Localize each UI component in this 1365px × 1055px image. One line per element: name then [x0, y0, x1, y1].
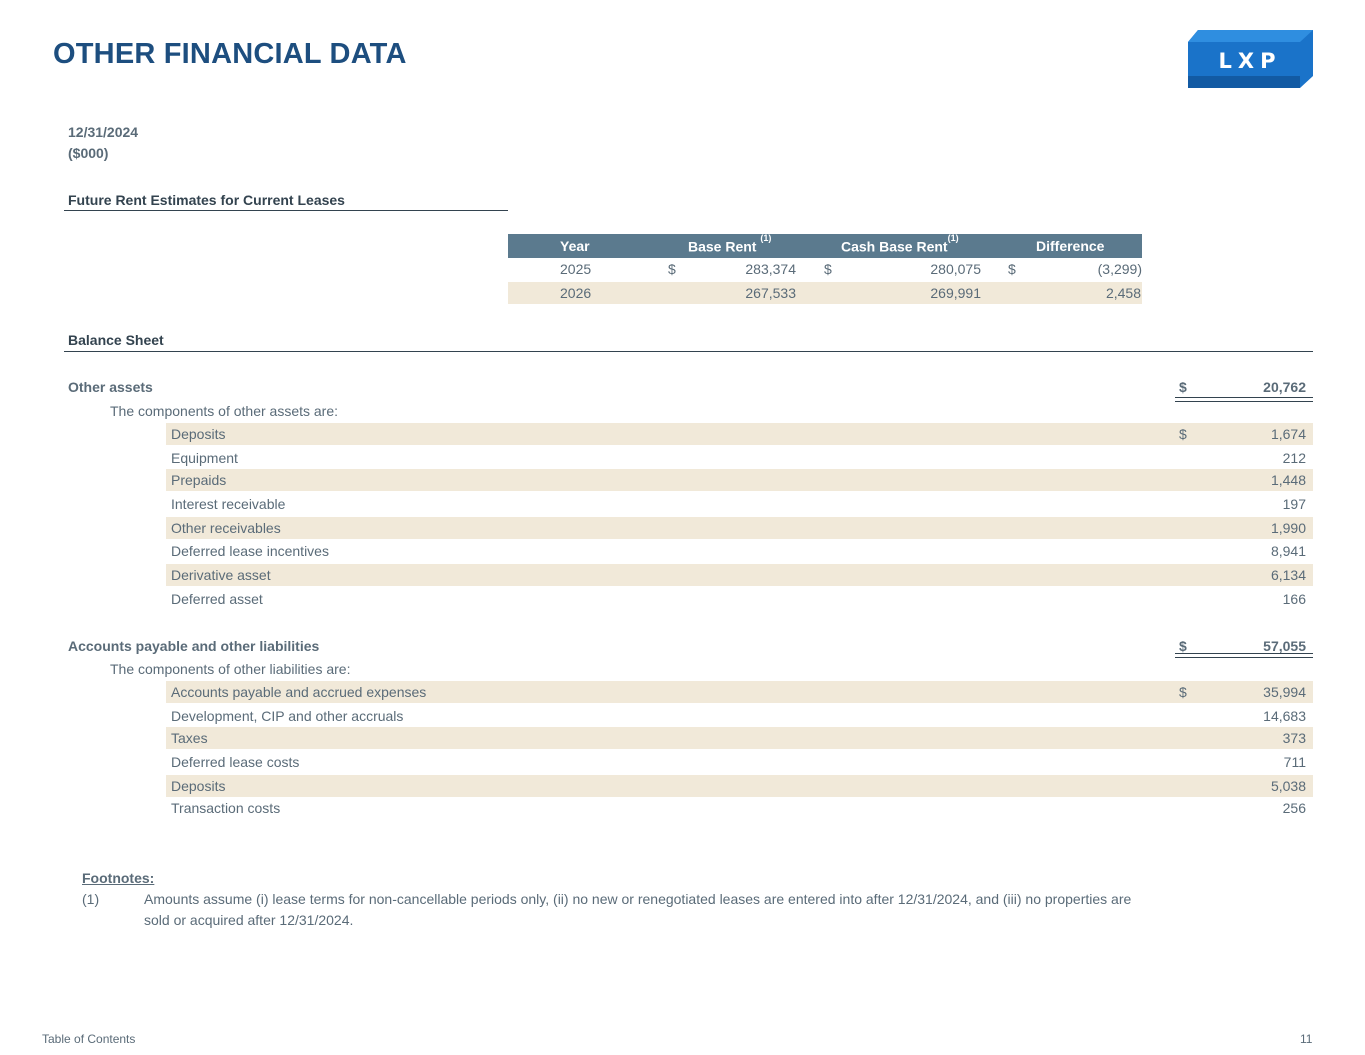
- footnote-ref: (1): [947, 233, 959, 243]
- cell-dollar: $: [824, 261, 832, 277]
- cell-difference: 2,458: [1105, 285, 1141, 301]
- list-item: Deposits 5,038: [166, 775, 1313, 797]
- other-assets-intro: The components of other assets are:: [110, 403, 339, 419]
- liabilities-dollar: $: [1179, 638, 1187, 654]
- liabilities-label: Accounts payable and other liabilities: [68, 638, 320, 654]
- cell-year: 2025: [560, 261, 592, 277]
- double-underline: [1175, 397, 1313, 402]
- balance-sheet-title: Balance Sheet: [68, 332, 164, 348]
- table-of-contents-link[interactable]: Table of Contents: [42, 1032, 136, 1046]
- cell-year: 2026: [560, 285, 592, 301]
- rent-section-rule: [64, 210, 508, 211]
- rent-section-title: Future Rent Estimates for Current Leases: [68, 192, 345, 208]
- report-date: 12/31/2024: [68, 124, 139, 140]
- list-item: Deferred lease incentives 8,941: [171, 543, 1306, 559]
- list-item: Deferred asset 166: [171, 591, 1306, 607]
- report-units: ($000): [68, 145, 109, 161]
- cell-difference: (3,299): [1097, 261, 1142, 277]
- list-item: Other receivables 1,990: [166, 517, 1313, 539]
- other-assets-total: 20,762: [1263, 379, 1306, 395]
- cell-cash-base-rent: 269,991: [930, 285, 981, 301]
- page-number: 11: [1300, 1032, 1313, 1046]
- list-item: Equipment 212: [171, 450, 1306, 466]
- balance-sheet-rule: [64, 351, 1313, 352]
- col-year: Year: [560, 238, 590, 254]
- cell-base-rent: 267,533: [745, 285, 796, 301]
- cell-dollar: $: [668, 261, 676, 277]
- footnotes-title: Footnotes:: [82, 870, 155, 886]
- page-title: OTHER FINANCIAL DATA: [53, 38, 407, 70]
- list-item: Deposits $ 1,674: [166, 423, 1313, 445]
- col-cash-base-rent: Cash Base Rent$^{(1)}$: [841, 233, 959, 255]
- col-base-rent: Base Rent $^{(1)}$: [688, 233, 772, 255]
- list-item: Development, CIP and other accruals 14,683: [171, 708, 1306, 724]
- footnote-text-line2: sold or acquired after 12/31/2024.: [144, 912, 354, 928]
- footnote-text-line1: Amounts assume (i) lease terms for non-cancellable periods only, (ii) no new or renegotiated leases are entered into after 12/31/2024, and (iii) no properties are: [144, 891, 1132, 907]
- cell-base-rent: 283,374: [745, 261, 796, 277]
- double-underline: [1175, 653, 1313, 658]
- col-difference: Difference: [1036, 238, 1105, 254]
- lxp-logo: [1188, 30, 1313, 88]
- table-row: [508, 258, 1142, 280]
- rent-table-header: [508, 234, 1142, 258]
- footnote-marker: (1): [82, 891, 100, 907]
- logo-text: LXP: [1218, 49, 1282, 73]
- list-item: Interest receivable 197: [171, 496, 1306, 512]
- other-assets-dollar: $: [1179, 379, 1187, 395]
- liabilities-total: 57,055: [1263, 638, 1306, 654]
- list-item: Prepaids 1,448: [166, 469, 1313, 491]
- other-assets-label: Other assets: [68, 379, 153, 395]
- list-item: Transaction costs 256: [171, 800, 1306, 816]
- list-item: Accounts payable and accrued expenses $ 35,994: [166, 681, 1313, 703]
- footnote-ref: (1): [760, 233, 772, 243]
- cell-dollar: $: [1008, 261, 1016, 277]
- list-item: Derivative asset 6,134: [166, 564, 1313, 586]
- list-item: Deferred lease costs 711: [171, 754, 1306, 770]
- liabilities-intro: The components of other liabilities are:: [110, 661, 351, 677]
- cell-cash-base-rent: 280,075: [930, 261, 981, 277]
- list-item: Taxes 373: [166, 727, 1313, 749]
- table-row: [508, 282, 1142, 304]
